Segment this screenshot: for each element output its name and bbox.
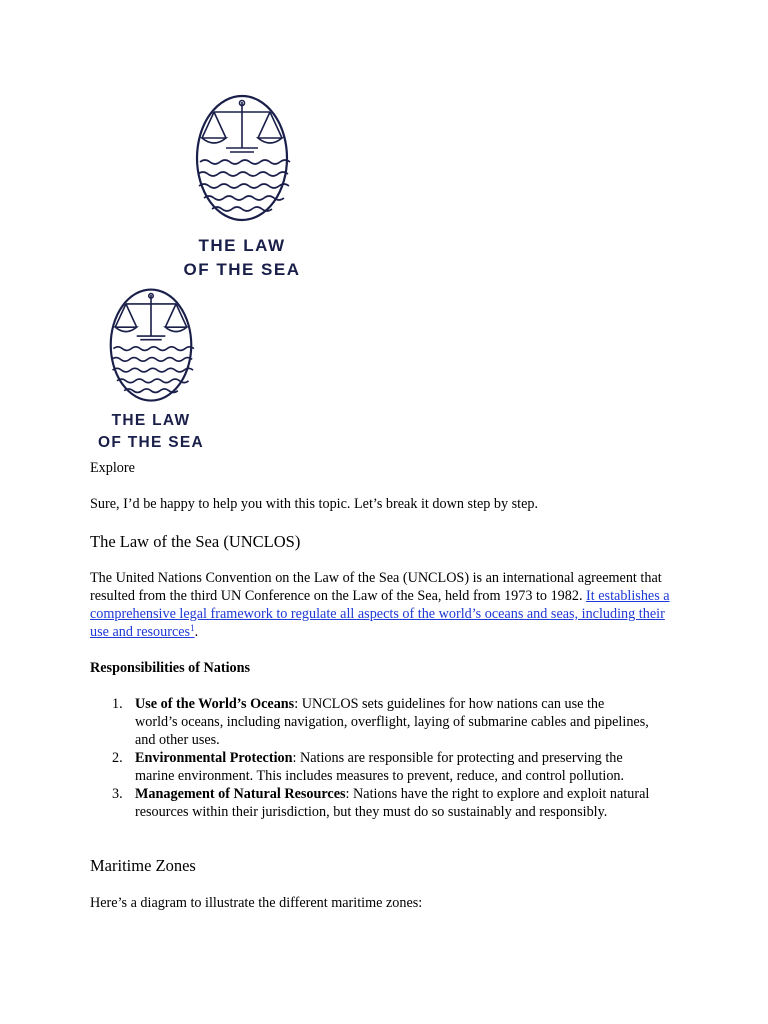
list-item: [90, 785, 650, 821]
intro-paragraph: Sure, I’d be happy to help you with this topic. Let’s break it down step by step.: [90, 496, 539, 512]
unclos-link-text: It establishes a comprehensive legal framework to regulate all aspects of the world’s oceans and seas, including their use and resources: [90, 588, 670, 640]
unclos-paragraph: [90, 569, 680, 641]
unclos-text-end: .: [194, 624, 199, 640]
logo-text-line2: OF THE SEA: [183, 260, 301, 279]
list-item-number: 2.: [112, 750, 123, 766]
diagram-intro-paragraph: Here’s a diagram to illustrate the different maritime zones:: [90, 895, 423, 911]
responsibilities-list: [90, 695, 650, 821]
list-item-title: Management of Natural Resources: [135, 786, 346, 802]
list-item-title: Environmental Protection: [135, 750, 293, 766]
unclos-text: The United Nations Convention on the Law of the Sea (UNCLOS) is an international agreement that resulted from the third UN Conference on the Law of the Sea, held from 1973 to 1982.: [90, 570, 662, 604]
list-item-title: Use of the World’s Oceans: [135, 696, 295, 712]
list-item: [90, 749, 650, 785]
list-item-number: 3.: [112, 786, 123, 802]
logo-text-line1: THE LAW: [111, 412, 191, 429]
law-of-the-sea-logo: [174, 92, 310, 282]
responsibilities-heading: Responsibilities of Nations: [90, 660, 251, 676]
list-item-text: : Nations are responsible for protecting and preserving the marine environment. This includes measures to prevent, reduce, and control pollution.: [135, 750, 625, 784]
law-of-the-sea-logo: [90, 286, 212, 456]
logo-text-line2: OF THE SEA: [97, 434, 204, 451]
list-item-text: : UNCLOS sets guidelines for how nations can use the world’s oceans, including navigation, overflight, laying of submarine cables and pipelines, and other uses.: [135, 696, 649, 748]
maritime-zones-heading: Maritime Zones: [90, 856, 196, 875]
footnote-marker: 1: [190, 623, 195, 633]
list-item-text: : Nations have the right to explore and exploit natural resources within their jurisdiction, but they must do so sustainably and responsibly.: [135, 786, 650, 820]
explore-label: Explore: [90, 460, 135, 476]
list-item-number: 1.: [112, 696, 123, 712]
unclos-heading: The Law of the Sea (UNCLOS): [90, 532, 301, 551]
list-item: [90, 695, 650, 749]
logo-text-line1: THE LAW: [198, 236, 286, 255]
